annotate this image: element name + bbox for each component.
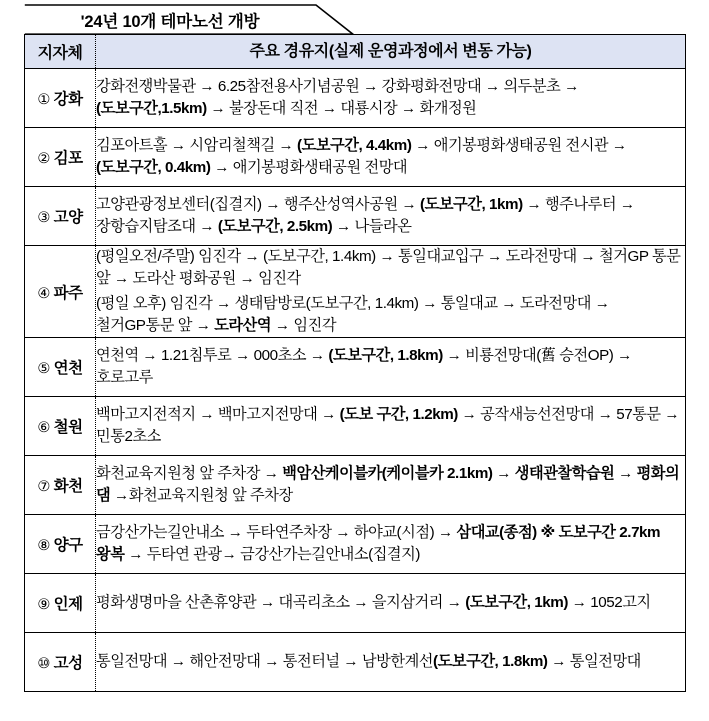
route-segment-emphasis: (도보 구간, 1.2km)	[339, 406, 458, 424]
route-segment: → 임진각	[271, 317, 337, 335]
route-segment: 김포아트홀 → 시암리철책길 →	[96, 136, 297, 154]
route-segment: → 두타연 관광→ 금강산가는길안내소(집결지)	[124, 546, 420, 564]
region-cell	[25, 187, 96, 246]
route-segment: 금강산가는길안내소 → 두타연주차장 → 하야교(시점) →	[96, 524, 457, 542]
table-row	[25, 515, 686, 574]
region-cell	[25, 69, 96, 128]
table-row	[25, 128, 686, 187]
region-index: ⑦	[37, 479, 50, 496]
route-segment-emphasis: (도보구간,1.5km)	[96, 100, 207, 117]
region-name: 강화	[49, 91, 83, 108]
route-segment: 백마고지전적지 → 백마고지전망대 →	[96, 406, 340, 424]
route-segment-emphasis: (도보구간, 0.4km)	[96, 159, 211, 176]
table-row	[25, 187, 686, 246]
route-cell	[96, 246, 686, 338]
route-paragraph	[96, 293, 685, 337]
table-row	[25, 574, 686, 633]
route-cell	[96, 456, 686, 515]
route-cell	[96, 128, 686, 187]
route-segment: → 통일전망대	[547, 653, 641, 671]
table-row	[25, 633, 686, 692]
region-name: 연천	[49, 360, 83, 378]
region-name: 파주	[49, 284, 83, 302]
region-name: 고성	[49, 655, 83, 673]
route-cell	[96, 69, 686, 128]
route-cell	[96, 574, 686, 633]
route-segment-emphasis: (도보구간, 1km)	[465, 594, 568, 612]
region-cell	[25, 515, 96, 574]
route-segment-emphasis: (도보구간, 1.8km)	[328, 347, 443, 365]
region-index: ⑤	[37, 361, 50, 378]
route-segment-emphasis: (도보구간, 1km)	[419, 195, 523, 213]
region-index: ⑧	[37, 538, 50, 555]
region-index: ④	[37, 285, 50, 302]
route-paragraph	[96, 522, 685, 566]
theme-route-table	[24, 34, 686, 692]
route-segment: → 1052고지	[567, 594, 651, 612]
region-index: ②	[37, 151, 50, 167]
table-row	[25, 397, 686, 456]
region-cell	[25, 397, 96, 456]
table-body	[25, 69, 686, 692]
route-segment-emphasis: (도보구간, 2.5km)	[217, 218, 333, 235]
route-segment: → 애기봉평화생태공원 전시관 →	[411, 136, 627, 154]
route-segment-emphasis: (도보구간, 4.4km)	[297, 136, 412, 154]
region-cell	[25, 456, 96, 515]
route-segment: →화천교육지원청 앞 주차장	[110, 487, 293, 505]
region-cell	[25, 128, 96, 187]
column-header-region: 지자체	[25, 35, 96, 69]
route-paragraph	[96, 76, 685, 120]
table-row	[25, 338, 686, 397]
route-paragraph	[96, 345, 685, 389]
route-segment: → 비룡전망대(舊 승전OP) → 호로고루	[96, 347, 632, 387]
title-tab-label: '24년 10개 테마노선 개방	[80, 12, 260, 31]
route-segment: 고양관광정보센터(집결지) → 행주산성역사공원 →	[96, 195, 420, 213]
route-segment: 화천교육지원청 앞 주차장 →	[96, 465, 283, 483]
region-name: 철원	[49, 419, 83, 437]
route-paragraph	[96, 135, 685, 179]
region-cell	[25, 633, 96, 692]
route-paragraph	[96, 463, 685, 507]
route-paragraph	[96, 651, 685, 673]
route-segment: 통일전망대 → 해안전망대 → 통전터널 → 남방한계선	[96, 653, 434, 671]
region-index: ⑨	[37, 597, 50, 614]
route-cell	[96, 515, 686, 574]
route-segment: 연천역 → 1.21침투로 → 000초소 →	[96, 347, 329, 365]
route-segment: → 공작새능선전망대 → 57통문 → 민통2초소	[96, 406, 680, 446]
route-paragraph	[96, 404, 685, 448]
route-segment: (평일 오후) 임진각 → 생태탐방로(도보구간, 1.4km) → 통일대교 → 도라전망대 → 철거GP통문 앞 →	[96, 295, 610, 335]
route-paragraph	[96, 592, 685, 614]
route-segment-emphasis: (도보구간, 1.8km)	[433, 653, 548, 671]
route-segment: → 나들라온	[332, 218, 412, 235]
region-cell	[25, 246, 96, 338]
region-index: ③	[37, 210, 50, 226]
table-row	[25, 246, 686, 338]
route-cell	[96, 633, 686, 692]
region-cell	[25, 338, 96, 397]
region-name: 화천	[49, 478, 83, 496]
route-segment: → 애기봉평화생태공원 전망대	[210, 159, 408, 176]
region-index: ①	[37, 92, 50, 108]
route-segment: (평일오전/주말) 임진각 → (도보구간, 1.4km) → 통일대교입구 → 도라전망대 → 철거GP 통문 앞 → 도라산 평화공원 → 임진각	[96, 248, 681, 288]
route-segment-emphasis: 백암산케이블카(케이블카 2.1km) → 생태관찰학습원 → 평화의 댐	[96, 465, 680, 505]
region-name: 양구	[49, 537, 83, 555]
route-segment: 평화생명마을 산촌휴양관 → 대곡리초소 → 을지삼거리 →	[96, 594, 466, 612]
route-cell	[96, 187, 686, 246]
route-segment-emphasis: 삼대교(종점) ※ 도보구간 2.7km 왕복	[96, 524, 661, 564]
route-segment: 강화전쟁박물관 → 6.25참전용사기념공원 → 강화평화전망대 → 의두분초 →	[96, 77, 579, 95]
region-cell	[25, 574, 96, 633]
region-name: 고양	[49, 209, 83, 226]
region-name: 인제	[49, 596, 83, 614]
table-row	[25, 456, 686, 515]
table-header	[25, 35, 686, 69]
route-segment: → 불장돈대 직전 → 대룡시장 → 화개정원	[206, 100, 477, 117]
column-header-route: 주요 경유지(실제 운영과정에서 변동 가능)	[96, 35, 686, 69]
route-paragraph	[96, 246, 685, 290]
table-header-row	[25, 35, 686, 69]
region-index: ⑩	[37, 656, 50, 673]
route-paragraph	[96, 194, 685, 238]
route-segment: → 행주나루터 → 장항습지탐조대 →	[96, 195, 635, 235]
title-tab	[24, 4, 354, 35]
region-index: ⑥	[37, 420, 50, 437]
table-row	[25, 69, 686, 128]
route-cell	[96, 397, 686, 456]
region-name: 김포	[49, 150, 83, 167]
route-cell	[96, 338, 686, 397]
route-segment-emphasis: 도라산역	[214, 317, 272, 335]
